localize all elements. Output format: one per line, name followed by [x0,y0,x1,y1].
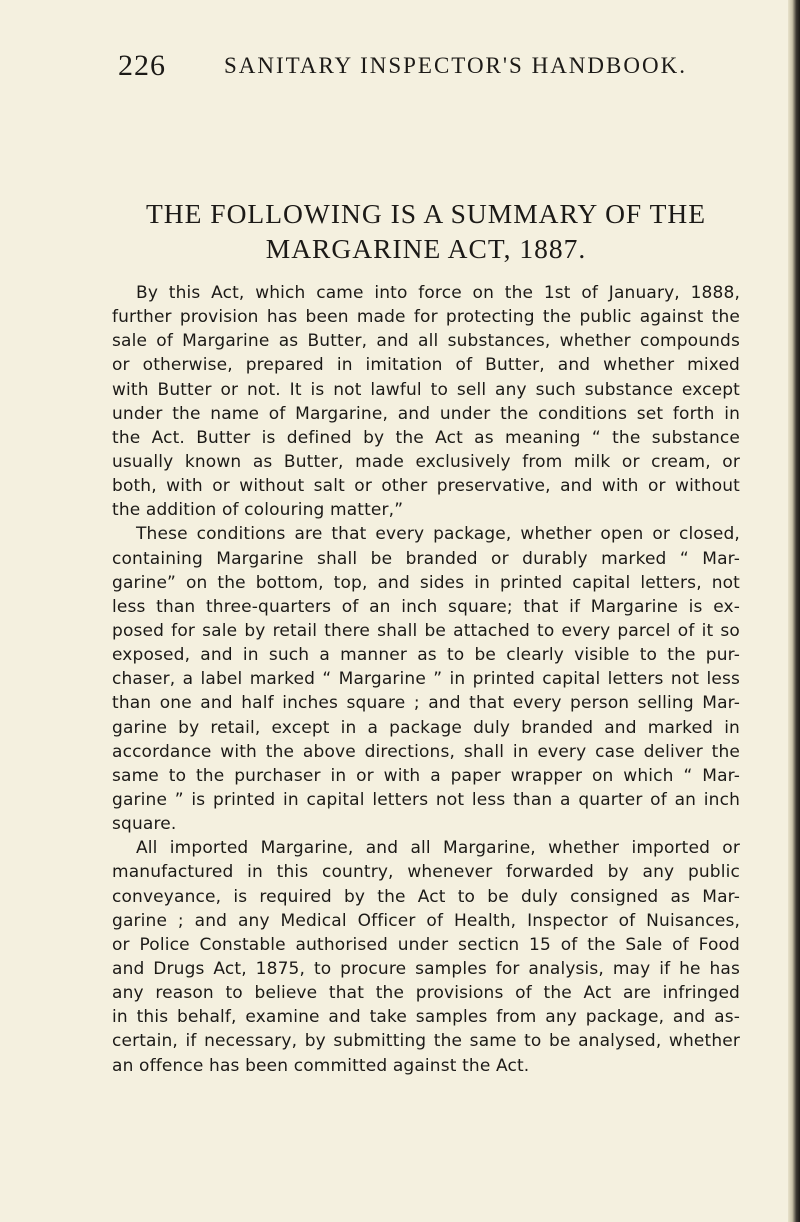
text-line: both, with or without salt or other preservative, and with or without [112,476,740,497]
text-line: square. [112,814,177,835]
text-line: containing Margarine shall be branded or durably marked “ Mar- [112,548,740,569]
running-title: SANITARY INSPECTOR'S HANDBOOK. [224,53,687,78]
text-line: or Police Constable authorised under secticn 15 of the Sale of Food [112,934,740,955]
text-line: garine by retail, except in a package duly branded and marked in [112,717,740,738]
text-line: By this Act, which came into force on the 1st of January, 1888, [136,283,740,303]
body-text [112,281,740,1078]
text-line: an offence has been committed against the Act. [112,1055,530,1076]
text-line: chaser, a label marked “ Margarine ” in printed capital letters not less [112,669,740,690]
text-line: garine ” is printed in capital letters not less than a quarter of an inch [112,789,740,810]
section-heading-line-1: THE FOLLOWING IS A SUMMARY OF THE [145,198,707,229]
text-line: any reason to believe that the provisions of the Act are infringed [112,983,740,1004]
text-line: the addition of colouring matter,” [112,500,404,521]
text-line: under the name of Margarine, and under the conditions set forth in [112,403,740,424]
text-line: All imported Margarine, and all Margarine, whether imported or [136,838,740,859]
text-line: exposed, and in such a manner as to be clearly visible to the pur- [112,645,740,666]
text-line: accordance with the above directions, shall in every case deliver the [112,741,740,762]
page-number: 226 [118,49,166,82]
section-heading [112,196,740,266]
section-heading-line-2: MARGARINE ACT, 1887. [265,233,587,264]
text-line: and Drugs Act, 1875, to procure samples for analysis, may if he has [112,958,740,979]
paragraph-3 [112,836,740,1077]
text-line: with Butter or not. It is not lawful to sell any such substance except [112,379,740,400]
paragraph-1 [112,281,740,522]
text-line: These conditions are that every package, whether open or closed, [136,524,740,545]
text-line: same to the purchaser in or with a paper wrapper on which “ Mar- [112,765,740,786]
text-line: further provision has been made for protecting the public against the [112,307,740,328]
text-line: manufactured in this country, whenever forwarded by any public [112,862,740,883]
text-line: conveyance, is required by the Act to be duly consigned as Mar- [112,886,740,907]
text-line: garine ; and any Medical Officer of Health, Inspector of Nuisances, [112,910,740,931]
text-line: posed for sale by retail there shall be attached to every parcel of it so [112,620,740,641]
text-line: certain, if necessary, by submitting the same to be analysed, whether [112,1031,740,1052]
text-line: or otherwise, prepared in imitation of Butter, and whether mixed [112,355,740,376]
text-line: garine” on the bottom, top, and sides in printed capital letters, not [112,572,740,593]
text-line: usually known as Butter, made exclusively from milk or cream, or [112,451,740,472]
page-edge-shadow [788,0,800,1222]
text-line: less than three-quarters of an inch square; that if Margarine is ex- [112,596,740,617]
running-head [118,48,738,84]
paragraph-2 [112,522,740,836]
text-line: sale of Margarine as Butter, and all substances, whether compounds [112,331,740,352]
text-line: the Act. Butter is defined by the Act as meaning “ the substance [112,427,740,448]
text-line: in this behalf, examine and take samples from any package, and as- [112,1007,740,1028]
text-line: than one and half inches square ; and that every person selling Mar- [112,693,740,714]
